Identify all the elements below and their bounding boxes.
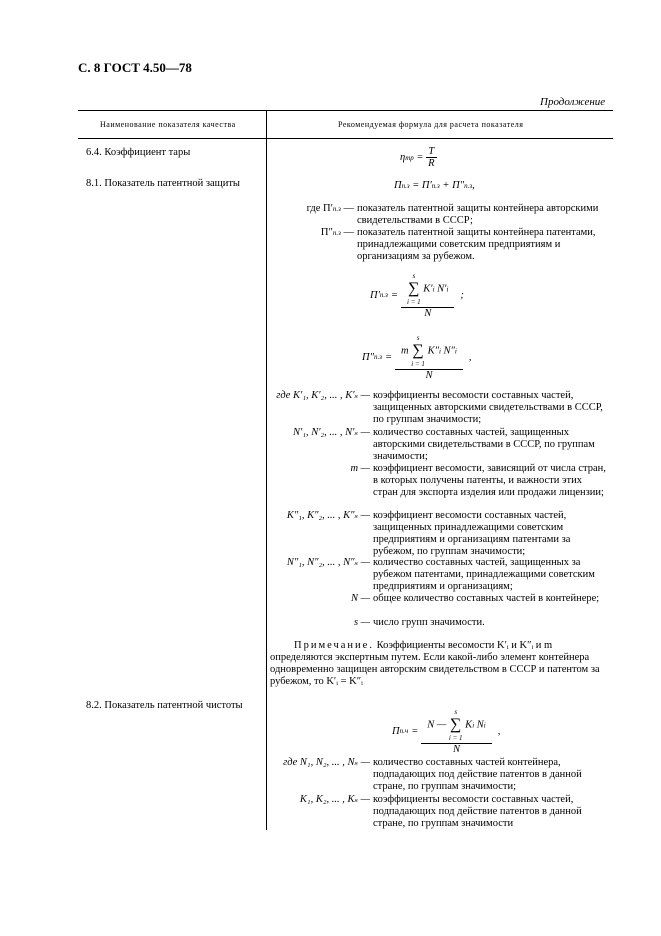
row-label-8-2: 8.2. Показатель патентной чистоты <box>86 700 243 711</box>
note-paragraph <box>270 640 610 688</box>
sum-sign: ∑ <box>450 716 462 733</box>
denominator: N <box>425 370 433 381</box>
note-lead: Примечание. <box>294 640 374 651</box>
column-head-formula: Рекомендуемая формула для расчета показателя <box>338 120 524 129</box>
formula-lhs: П″ <box>362 351 374 363</box>
denominator: N <box>424 308 432 319</box>
def2-text-2: количество составных частей, защищенных авторскими свидетельствами в СССР, по группам значимости; <box>373 427 595 462</box>
formula-lhs: П′ <box>370 289 380 301</box>
sum-body-sub: i <box>432 285 435 294</box>
formula-tare <box>400 146 437 169</box>
def-text-b: показатель патентной защиты контейнера патентами, принадлежащими советским предприятиям и организациям за рубежом. <box>357 227 596 262</box>
sum-operator <box>411 333 425 369</box>
def-symbol: N′₁, N′₂, ... , N′ₛ <box>293 427 359 438</box>
def-symbol: где K′₁, K′₂, ... , K′ₛ <box>276 390 359 401</box>
equals-sign: = <box>390 289 398 301</box>
formula-term-1-sub: п.з <box>431 182 440 190</box>
def2-text-7: число групп значимости. <box>373 617 485 628</box>
formula-patent-protection <box>394 180 475 191</box>
sum-lower: i = 1 <box>448 734 463 742</box>
formula-lhs-sub: п.ч <box>399 727 409 735</box>
def3-lhs-2: K₁, K₂, ... , Kₛ — <box>299 794 370 805</box>
def-lhs-a <box>270 203 354 215</box>
sum-lower: i = 1 <box>406 298 421 306</box>
column-head-name: Наименование показателя качества <box>100 120 236 129</box>
def-dash: — <box>343 227 354 238</box>
numerator <box>395 333 463 370</box>
formula-tail: , <box>468 351 472 363</box>
table-top-rule <box>78 110 613 111</box>
formula-lhs-sub: п.з <box>401 182 410 190</box>
def2-lhs-4: K″₁, K″₂, ... , K″ₛ — <box>286 510 370 521</box>
formula-p-prime <box>370 270 464 320</box>
def-symbol: П″ <box>320 227 333 238</box>
def-symbol: s <box>353 617 359 628</box>
formula-lhs: П <box>392 725 400 737</box>
column-divider <box>266 110 267 830</box>
def2-lhs-3: m — <box>350 463 370 474</box>
equals-sign: = <box>411 725 419 737</box>
def-symbol: N″₁, N″₂, ... , N″ₛ <box>286 557 359 568</box>
fraction <box>395 333 463 381</box>
formula-term-2-sub: п.з <box>464 182 473 190</box>
def2-text-5: количество составных частей, защищенных за рубежом патентами, принадлежащими советским предприятиям и организациям; <box>373 557 595 592</box>
def-symbol-sub: п.з <box>332 229 341 237</box>
formula-lhs: П <box>394 180 402 191</box>
formula-lhs-sub: п.з <box>379 291 388 299</box>
formula-p-double-prime <box>362 332 472 382</box>
denominator: R <box>428 158 435 169</box>
sum-body-2: N″ <box>443 345 455 357</box>
formula-tail: ; <box>460 289 464 301</box>
sum-operator <box>407 271 421 307</box>
def2-lhs-6: N — <box>351 593 370 604</box>
sum-body-sub: i <box>472 721 475 730</box>
sum-body-2-sub: i <box>446 285 449 294</box>
formula-tail: , <box>497 725 501 737</box>
sum-upper: s <box>454 708 458 716</box>
def-symbol: где N₁, N₂, ... , Nₛ <box>283 757 359 768</box>
def2-lhs-1: где K′₁, K′₂, ... , K′ₛ — <box>276 390 370 401</box>
sum-body-sub: i <box>438 347 441 356</box>
def-text-a: показатель патентной защиты контейнера авторскими свидетельствами в СССР; <box>357 203 599 226</box>
def2-lhs-5: N″₁, N″₂, ... , N″ₛ — <box>286 557 370 568</box>
denominator: N <box>453 744 461 755</box>
formula-lhs-sub: тр <box>405 153 414 162</box>
note-text: Коэффициенты весомости K′ᵢ и K″ᵢ и m определяются экспертным путем. Если какой-либо элемент контейнера одновременно защищен авторским свидетельством в СССР и патентом за рубежом, то K′ᵢ = K″ᵢ <box>270 640 600 687</box>
fraction <box>421 707 491 755</box>
def-symbol: K₁, K₂, ... , Kₛ <box>299 794 359 805</box>
fraction <box>426 146 436 169</box>
equals-sign: = <box>416 151 424 163</box>
def-symbol: K″₁, K″₂, ... , K″ₛ <box>286 510 359 521</box>
formula-term-1: = П′ <box>412 180 432 191</box>
def-symbol: где П′ <box>306 203 333 214</box>
def3-lhs-1: где N₁, N₂, ... , Nₛ — <box>283 757 370 768</box>
numerator: T <box>426 146 436 158</box>
def2-text-4: коэффициент весомости составных частей, защищенных принадлежащими советским предприятиям и организациям патентами за рубежом, по группам значимости; <box>373 510 571 557</box>
continuation-label: Продолжение <box>540 96 606 108</box>
formula-tail: , <box>472 180 475 191</box>
def2-lhs-7: s — <box>353 617 370 628</box>
sum-upper: s <box>412 272 416 280</box>
def3-text-1: количество составных частей контейнера, подпадающих под действие патентов в данной стране, по группам значимости; <box>373 757 582 792</box>
row-label-8-1: 8.1. Показатель патентной защиты <box>86 178 240 189</box>
def-symbol-sub: п.з <box>332 205 341 213</box>
coefficient-m: m <box>401 345 409 357</box>
sum-operator <box>449 707 463 743</box>
def2-lhs-2: N′₁, N′₂, ... , N′ₛ — <box>293 427 370 438</box>
sum-body-2-sub: i <box>454 347 457 356</box>
formula-lhs-sub: п.з <box>373 353 382 361</box>
formula-patent-purity <box>392 706 500 756</box>
def3-text-2: коэффициенты весомости составных частей, подпадающих под действие патентов в данной стране, по группам значимости <box>373 794 582 829</box>
fraction <box>401 271 454 319</box>
numerator-lead: N — <box>427 719 447 731</box>
sum-sign: ∑ <box>408 280 420 297</box>
table-header-rule <box>78 138 613 139</box>
formula-term-2: + П″ <box>442 180 465 191</box>
sum-body: K′ <box>423 283 433 295</box>
def2-text-6: общее количество составных частей в контейнере; <box>373 593 600 604</box>
def-lhs-b <box>270 227 354 239</box>
sum-body-2: N <box>476 719 484 731</box>
def-symbol: m <box>350 463 359 474</box>
equals-sign: = <box>384 351 393 363</box>
sum-body-2-sub: i <box>483 721 486 730</box>
def-symbol: N <box>351 593 359 604</box>
sum-upper: s <box>416 334 420 342</box>
formula-lhs: η <box>400 151 406 163</box>
sum-body-2: N′ <box>437 283 447 295</box>
numerator <box>421 707 491 744</box>
row-label-6-4: 6.4. Коэффициент тары <box>86 147 191 158</box>
sum-body: K″ <box>427 345 439 357</box>
def2-text-1: коэффициенты весомости составных частей, защищенных авторскими свидетельствами в СССР, по группам значимости; <box>373 390 603 425</box>
sum-sign: ∑ <box>412 342 424 359</box>
sum-body: K <box>465 719 473 731</box>
sum-lower: i = 1 <box>411 360 425 368</box>
def2-text-3: коэффициент весомости, зависящий от числа стран, в которых получены патенты, и важности этих стран для экспорта изделия или продажи лицензии; <box>373 463 606 498</box>
page-header: С. 8 ГОСТ 4.50—78 <box>78 60 192 75</box>
def-dash: — <box>343 203 354 214</box>
numerator <box>401 271 454 308</box>
